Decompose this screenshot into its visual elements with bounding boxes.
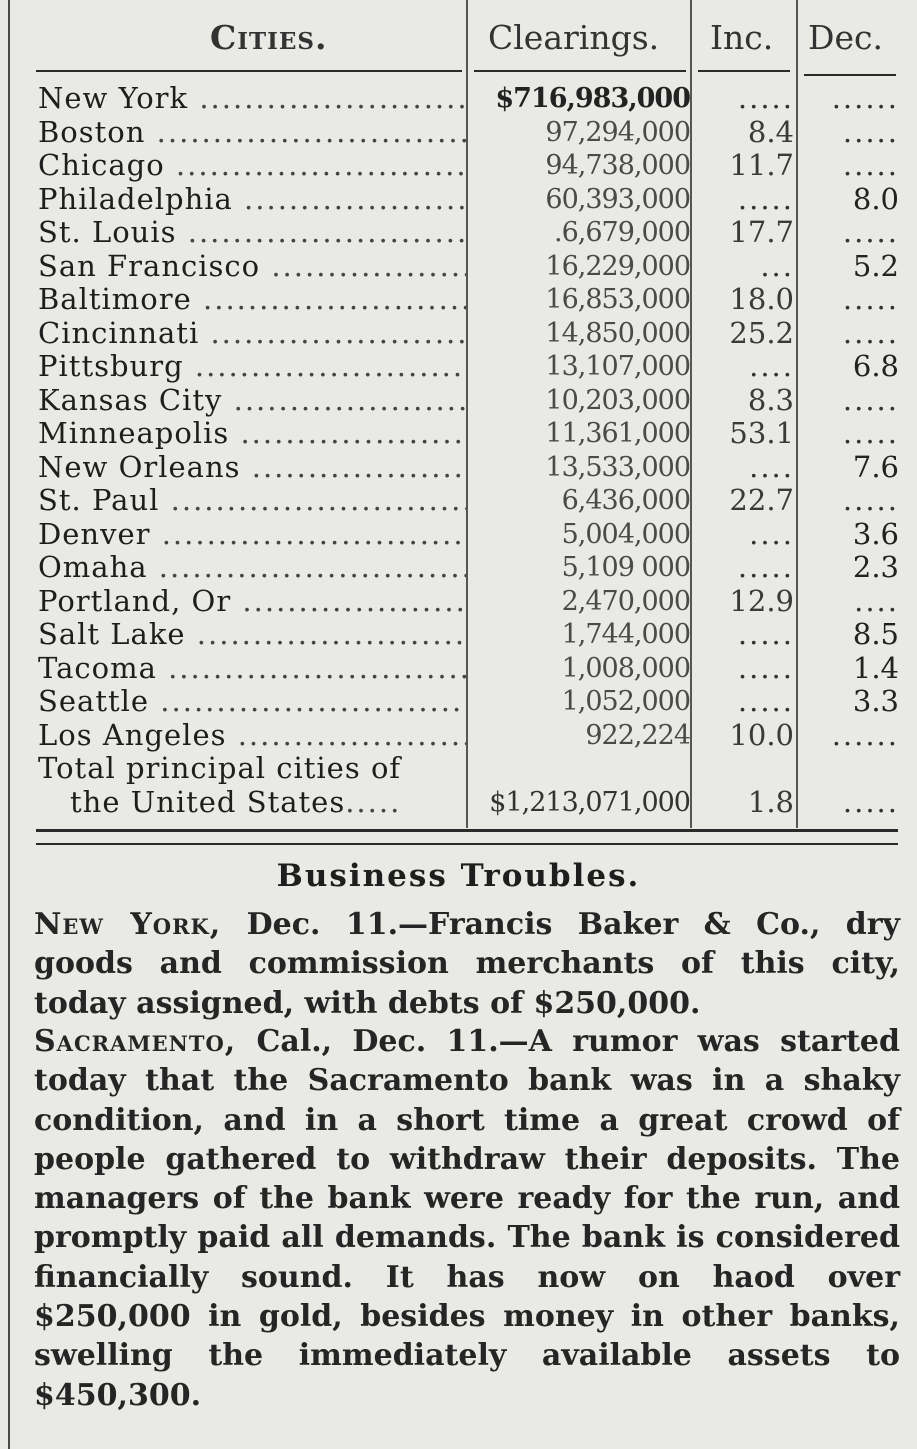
inc-value: 17.7: [729, 215, 794, 249]
city-name: Chicago .....: [38, 149, 466, 182]
city-name: Kansas City .....: [38, 384, 466, 417]
clearings-value: 5,004,000: [561, 518, 690, 550]
dec-value: .....: [842, 148, 899, 182]
city-name: Philadelphia .....: [38, 183, 466, 216]
inc-value: 18.0: [729, 282, 794, 316]
table-bottom-rule: [36, 843, 898, 845]
header-inc: Inc.: [710, 18, 774, 57]
clearings-value: 16,853,000: [545, 284, 690, 315]
city-name: New Orleans .....: [38, 451, 466, 484]
total-clearings: $1,213,071,000: [489, 787, 690, 818]
clearings-value: 13,107,000: [545, 351, 690, 382]
header-underline-inc: [698, 70, 790, 72]
clearings-value: 922,224: [585, 719, 690, 751]
clearings-value: 1,744,000: [561, 619, 690, 650]
inc-value: ...: [760, 248, 794, 283]
paragraph-last-line: $450,300.: [34, 1377, 202, 1413]
inc-value: 22.7: [729, 483, 794, 517]
dec-value: .....: [842, 282, 899, 316]
dec-value: .....: [842, 215, 899, 249]
inc-value: 10.0: [729, 717, 794, 752]
clearings-value: 1,052,000: [561, 686, 690, 717]
dec-value: .....: [842, 382, 899, 417]
dec-value: .....: [842, 416, 899, 450]
table-row: [0, 283, 917, 317]
header-cities: Cities.: [210, 18, 328, 57]
city-name: Boston .....: [38, 116, 466, 149]
total-dec: .....: [842, 785, 899, 819]
table-row: [0, 518, 917, 552]
dateline: New York,: [34, 907, 222, 942]
table-row: [0, 484, 917, 518]
city-name: Portland, Or .....: [38, 585, 466, 618]
clearings-value: 13,533,000: [545, 451, 690, 483]
inc-value: ....: [749, 516, 794, 551]
article-paragraph: [34, 905, 900, 1023]
dec-value: .....: [842, 315, 899, 350]
table-row: [0, 585, 917, 619]
clearings-value: 2,470,000: [561, 585, 690, 617]
clearings-value: 5,109 000: [561, 552, 690, 583]
total-label-line1: Total principal cities of: [38, 751, 402, 785]
table-row: [0, 116, 917, 150]
table-bottom-rule: [36, 829, 898, 832]
inc-value: .....: [737, 550, 794, 584]
article-paragraph: [34, 1022, 900, 1415]
dec-value: ....: [854, 583, 899, 618]
city-name: San Francisco .....: [38, 250, 466, 283]
city-name: St. Paul .....: [38, 484, 466, 517]
table-row: [0, 685, 917, 719]
table-row: [0, 417, 917, 451]
table-row: [0, 384, 917, 418]
dec-value: 7.6: [852, 449, 899, 484]
dec-value: 2.3: [852, 550, 899, 584]
city-name: Cincinnati .....: [38, 317, 466, 350]
clearings-value: 6,436,000: [561, 485, 690, 516]
paragraph-text: Cal., Dec. 11.—A rumor was started today that the Sacramento bank was in a shaky condition, and in a short time a great crowd of people gathered to withdraw their deposits. The managers of the bank were ready for the run, and promptly paid all demands. The bank is considered financially sound. It has now on haod over $250,000 in gold, besides money in other banks, swelling the immediately available assets to: [34, 1024, 900, 1374]
table-row: [0, 551, 917, 585]
dec-value: 8.5: [852, 617, 899, 651]
table-row: [0, 216, 917, 250]
table-row: [0, 451, 917, 485]
inc-value: .....: [737, 81, 794, 115]
clearings-value: 94,738,000: [545, 150, 690, 181]
city-name: Denver .....: [38, 518, 466, 551]
dec-value: 5.2: [852, 248, 899, 283]
inc-value: .....: [737, 617, 794, 651]
dec-value: .....: [842, 483, 899, 517]
dec-value: 1.4: [852, 650, 899, 685]
dec-value: 6.8: [852, 349, 899, 383]
table-row: [0, 250, 917, 284]
header-underline-dec: [804, 74, 896, 76]
city-name: Los Angeles .....: [38, 719, 466, 752]
city-name: Tacoma .....: [38, 652, 466, 685]
city-name: Minneapolis .....: [38, 417, 466, 450]
dec-value: ......: [831, 81, 899, 115]
clearings-table: [0, 82, 917, 752]
dec-value: .....: [842, 114, 899, 149]
table-row: [0, 350, 917, 384]
paragraph-last-line: today assigned, with debts of $250,000.: [34, 985, 701, 1021]
city-name: Salt Lake .....: [38, 618, 466, 651]
total-label-leader: .....: [345, 785, 402, 819]
clearings-value: .6,679,000: [554, 217, 690, 248]
inc-value: 25.2: [729, 315, 794, 350]
dec-value: ......: [831, 717, 899, 752]
dec-value: 3.6: [852, 516, 899, 551]
inc-value: ....: [749, 449, 794, 484]
paragraph-text: Dec. 11.—Francis Baker & Co., dry goods and commission merchants of this city,: [34, 907, 900, 982]
clearings-value: 16,229,000: [545, 250, 690, 282]
total-label-line2: [70, 786, 401, 819]
inc-value: ....: [749, 349, 794, 383]
city-name: New York .....: [38, 82, 466, 115]
header-underline-cities: [36, 70, 462, 72]
header-underline-clearings: [474, 70, 686, 72]
city-name: Seattle .....: [38, 685, 466, 718]
inc-value: .....: [737, 181, 794, 216]
dec-value: 3.3: [852, 684, 899, 718]
table-row: [0, 719, 917, 753]
dateline: Sacramento,: [34, 1024, 237, 1059]
clearings-value: 14,850,000: [545, 317, 690, 349]
city-name: St. Louis .....: [38, 216, 466, 249]
inc-value: 8.3: [747, 382, 794, 417]
table-row: [0, 149, 917, 183]
clearings-value: 1,008,000: [561, 652, 690, 684]
table-row: [0, 317, 917, 351]
city-name: Omaha .....: [38, 551, 466, 584]
clearings-value: 97,294,000: [545, 116, 690, 148]
clearings-value: 11,361,000: [545, 418, 690, 449]
inc-value: .....: [737, 684, 794, 718]
city-name: Baltimore .....: [38, 283, 466, 316]
inc-value: 12.9: [729, 583, 794, 618]
header-clearings: Clearings.: [488, 18, 660, 57]
dec-value: 8.0: [852, 181, 899, 216]
table-row: [0, 183, 917, 217]
table-row: [0, 652, 917, 686]
clearings-value: 60,393,000: [545, 183, 690, 215]
inc-value: 53.1: [729, 416, 794, 450]
inc-value: 8.4: [747, 114, 794, 149]
table-row: [0, 618, 917, 652]
total-label-text: the United States: [70, 785, 346, 819]
clearings-value: $716,983,000: [495, 83, 690, 114]
article-title: Business Troubles.: [276, 858, 641, 894]
total-inc: 1.8: [747, 785, 794, 819]
clearings-value: 10,203,000: [545, 384, 690, 416]
header-dec: Dec.: [808, 18, 883, 57]
table-row: [0, 82, 917, 116]
inc-value: .....: [737, 650, 794, 685]
inc-value: 11.7: [729, 148, 794, 182]
city-name: Pittsburg .....: [38, 350, 466, 383]
